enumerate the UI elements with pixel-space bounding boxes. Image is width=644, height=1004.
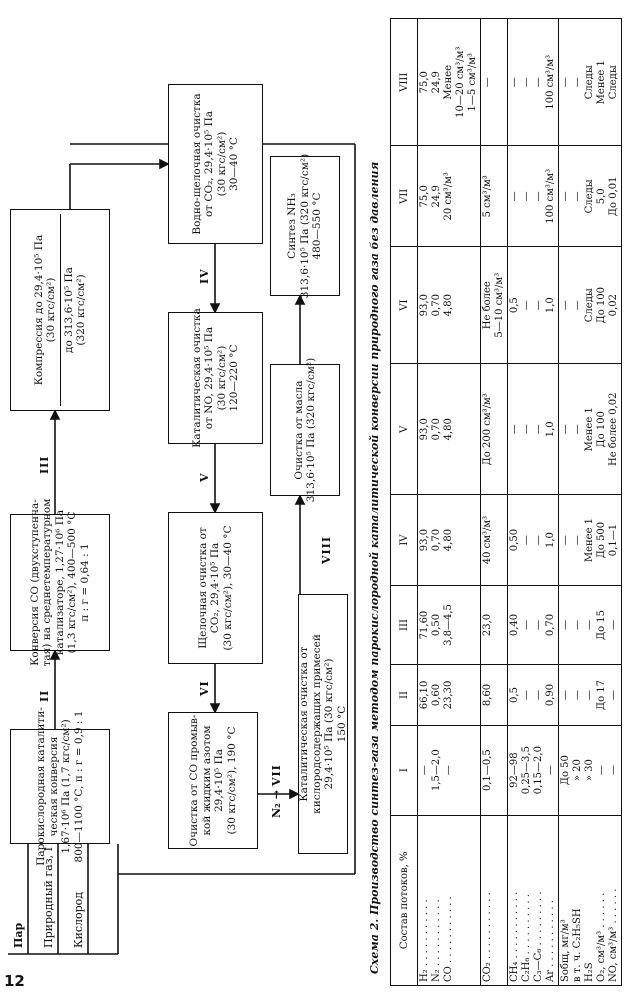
table-cell: [481, 19, 508, 146]
table-cell: [481, 585, 508, 665]
box-nitrogen-wash: Очистка от CO промыв- кой жидким азотом 29,4·10⁵ Па (30 кгс/см²), 190 °C: [168, 712, 258, 849]
composition-table: [390, 18, 622, 986]
row-label-line: C₃—C₆ . . . . . . . . .: [533, 891, 544, 982]
cell-value: До 100: [596, 286, 607, 324]
cell-value: —: [572, 77, 583, 88]
cell-value: —: [533, 620, 544, 631]
arrow-iii-head: [51, 411, 59, 419]
table-cell: [559, 495, 622, 585]
cell-value: 5,0: [596, 188, 607, 205]
table-cell: [481, 495, 508, 585]
row-label: [481, 815, 508, 985]
table-header-col: VII: [391, 146, 418, 247]
cell-value: —: [572, 620, 583, 631]
stream-label-iii: III: [38, 455, 51, 474]
stream-label-iv: IV: [198, 268, 211, 284]
table-cell: [508, 247, 559, 364]
cell-value: —: [572, 689, 583, 700]
cell-value: Не более: [482, 281, 493, 330]
box-compression: Компрессия до 29,4·10⁵ Па (30 кгс/см²) до 313,6·10⁵ Па (320 кгс/см²): [10, 209, 110, 411]
right-down-head: [160, 160, 168, 168]
table-cell: [481, 665, 508, 725]
cell-value: 23,0: [482, 613, 493, 637]
table-body: [418, 19, 622, 986]
cell-value: 10—20 см³/м³: [455, 46, 466, 118]
stream-label-vi: VI: [198, 680, 211, 696]
cell-value: До 100: [596, 411, 607, 448]
table-header-col: II: [391, 665, 418, 725]
table-cell: [418, 495, 481, 585]
cell-value: 0,70: [431, 528, 442, 552]
scheme-caption: Схема 2. Производство синтез-газа методом парокислородной каталитической конверсии природного газа без давления: [368, 161, 381, 974]
compression-divider: [60, 214, 61, 406]
cell-value: —: [560, 424, 571, 435]
table-cell: [481, 146, 508, 247]
cell-value: 0,25—3,5: [521, 746, 532, 795]
table-cell: [508, 585, 559, 665]
cell-value: Менее: [443, 64, 454, 100]
row-label-line: CO₂ . . . . . . . . . . .: [482, 892, 493, 982]
natural-gas-label: Природный газ, I: [42, 847, 55, 948]
table-cell: [481, 725, 508, 815]
cell-value: 4,80: [443, 528, 454, 552]
arrow-v-head: [211, 504, 219, 512]
cell-value: 75,0: [419, 71, 430, 94]
cell-value: До 0,01: [608, 176, 619, 217]
cell-value: —: [521, 191, 532, 202]
cell-value: До 50: [560, 755, 571, 786]
arrow-vii-head: [290, 790, 298, 798]
cell-value: —: [596, 765, 607, 776]
cell-value: —: [572, 300, 583, 311]
cell-value: —: [572, 424, 583, 435]
cell-value: До 200 см³/м³: [482, 393, 493, 466]
cell-value: 93,0: [419, 294, 430, 317]
cell-value: 0,1—1: [608, 523, 619, 557]
table-cell: [508, 364, 559, 495]
cell-value: —: [560, 300, 571, 311]
cell-value: —: [584, 689, 595, 700]
cell-value: —: [560, 191, 571, 202]
cell-value: 0,40: [509, 613, 520, 637]
cell-value: —: [572, 535, 583, 546]
arrow-vi-head: [211, 704, 219, 712]
cell-value: —: [545, 765, 556, 776]
cell-value: —: [560, 620, 571, 631]
cell-value: —: [560, 689, 571, 700]
cell-value: 1,0: [545, 297, 556, 314]
row-label: [559, 815, 622, 985]
row-label-line: C₂H₆ . . . . . . . . . .: [521, 894, 532, 982]
row-label-line: CO . . . . . . . . . . .: [443, 896, 454, 982]
table-header-col: V: [391, 364, 418, 495]
cell-value: 40 см³/м³: [482, 515, 493, 565]
cell-value: —: [608, 765, 619, 776]
cell-value: —: [509, 191, 520, 202]
row-label-line: в т. ч. C₂H₅SH: [572, 908, 583, 982]
cell-value: До 15: [596, 609, 607, 641]
cell-value: 5—10 см³/м³: [494, 272, 505, 338]
cell-value: Следы: [584, 288, 595, 323]
cell-value: Менее 1: [584, 517, 595, 563]
cell-value: —: [521, 77, 532, 88]
table-cell: [418, 146, 481, 247]
cell-value: 20 см³/м³: [443, 172, 454, 221]
cell-value: —: [521, 300, 532, 311]
table-cell: [508, 19, 559, 146]
cell-value: Не более 0,02: [608, 392, 619, 467]
cell-value: 1—5 см³/м³: [467, 53, 478, 112]
cell-value: —: [509, 77, 520, 88]
cell-value: 1,0: [545, 532, 556, 549]
cell-value: —: [419, 765, 430, 776]
cell-value: 100 см³/м³: [545, 168, 556, 224]
cell-value: 0,90: [545, 683, 556, 707]
table-header-col: I: [391, 725, 418, 815]
cell-value: —: [482, 77, 493, 88]
cell-value: 1,0: [545, 421, 556, 438]
cell-value: —: [533, 689, 544, 700]
steam-label: Пар: [12, 922, 25, 948]
table-row: [508, 19, 559, 986]
box-catalytic-o2: Каталитическая очистка от кислородсодержащих примесей 29,4·10⁵ Па (30 кгс/см²) 150 °C: [298, 594, 348, 854]
table-cell: [418, 247, 481, 364]
table-cell: [481, 364, 508, 495]
cell-value: —: [608, 620, 619, 631]
cell-value: —: [509, 424, 520, 435]
cell-value: 0,50: [431, 613, 442, 637]
table-cell: [559, 364, 622, 495]
table-cell: [508, 725, 559, 815]
cell-value: —: [521, 620, 532, 631]
cell-value: 0,50: [509, 528, 520, 552]
table-cell: [559, 585, 622, 665]
cell-value: 93,0: [419, 528, 430, 552]
box-reforming: Парокислородная каталити- ческая конверсия 1,67·10⁶ Па (1,7 кгс/см²) 800—1100 °C, п : г = 0,9 : 1: [10, 729, 110, 844]
oxygen-label: Кислород: [72, 891, 85, 948]
cell-value: 4,80: [443, 294, 454, 317]
cell-value: 23,30: [443, 680, 454, 710]
cell-value: 0,70: [431, 294, 442, 317]
table-row: [418, 19, 481, 986]
cell-value: —: [443, 765, 454, 776]
cell-value: 8,60: [482, 683, 493, 707]
table-cell: [508, 665, 559, 725]
box-water-alkali: Водно-щелочная очистка от CO₂, 29,4·10⁵ Па (30 кгс/см²) 30—40 °C: [168, 84, 263, 244]
table-header-first: Состав потоков, %: [391, 815, 418, 985]
cell-value: 100 см³/м³: [545, 54, 556, 110]
cell-value: » 30: [584, 759, 595, 782]
cell-value: До 17: [596, 679, 607, 711]
table-header-col: III: [391, 585, 418, 665]
cell-value: 71,60: [419, 610, 430, 640]
table-header-row: [391, 19, 418, 986]
cell-value: —: [521, 535, 532, 546]
table-cell: [481, 247, 508, 364]
cell-value: 0,5: [509, 687, 520, 703]
nitrogen-label: N₂ →: [270, 790, 283, 818]
table-cell: [418, 364, 481, 495]
cell-value: 92—98: [509, 752, 520, 788]
cell-value: —: [521, 689, 532, 700]
cell-value: —: [560, 535, 571, 546]
arrow-iv-head: [211, 304, 219, 312]
table-row: [559, 19, 622, 986]
row-label-line: N₂ . . . . . . . . . . .: [431, 899, 442, 982]
cell-value: Следы: [584, 65, 595, 100]
table-cell: [418, 19, 481, 146]
table-header-col: VI: [391, 247, 418, 364]
box-oil: Очистка от масла 313,6·10⁵ Па (320 кгс/см²): [270, 364, 340, 496]
table-cell: [559, 665, 622, 725]
cell-value: 93,0: [419, 418, 430, 441]
cell-value: Менее 1: [584, 407, 595, 452]
table-cell: [418, 665, 481, 725]
row-label-line: NO, см³/м³ . . . . . .: [608, 888, 619, 982]
box-alkali: Щелочная очистка от CO₂, 29,4·10⁵ Па (30 кгс/см²), 30—40 °C: [168, 512, 263, 664]
stream-label-v: V: [198, 472, 211, 482]
cell-value: » 20: [572, 759, 583, 782]
cell-value: —: [533, 424, 544, 435]
arrow-viii-head: [296, 496, 304, 504]
row-label-line: H₂ . . . . . . . . . . .: [419, 899, 430, 982]
table-cell: [418, 725, 481, 815]
box-nh3: Синтез NH₃ 313,6·10⁵ Па (320 кгс/см²) 480—550 °C: [270, 156, 340, 296]
cell-value: —: [533, 300, 544, 311]
cell-value: 1,5—2,0: [431, 749, 442, 792]
cell-value: Менее 1: [596, 60, 607, 105]
table-cell: [559, 247, 622, 364]
row-label-line: O₂, см³/м³ . . . . . .: [596, 892, 607, 982]
cell-value: 0,70: [431, 418, 442, 441]
cell-value: 0,15—2,0: [533, 746, 544, 795]
box-co-conversion: Конверсия CO (двухступенча- тая) на среднетемпературном катализаторе, 1,27·10⁶ Па (1,3 кгс/см²), 400—500 °C п : г = 0,64 : 1: [10, 514, 110, 651]
cell-value: До 500: [596, 521, 607, 559]
stream-label-viii: VIII: [320, 536, 333, 564]
cell-value: —: [533, 77, 544, 88]
table-row: [481, 19, 508, 986]
cell-value: —: [533, 535, 544, 546]
row-label-line: Ar . . . . . . . . . . .: [545, 900, 556, 982]
cell-value: 75,0: [419, 185, 430, 208]
cell-value: 4,80: [443, 418, 454, 441]
table-cell: [559, 725, 622, 815]
box-catalytic-no: Каталитическая очистка от NO, 29,4·10⁵ Па (30 кгс/см²) 120—220 °C: [168, 312, 263, 444]
stream-label-vii: VII: [270, 764, 283, 786]
row-label-line: H₂S: [584, 962, 595, 982]
cell-value: —: [533, 191, 544, 202]
cell-value: —: [572, 191, 583, 202]
cell-value: 0,1—0,5: [482, 749, 493, 792]
cell-value: —: [608, 689, 619, 700]
page-number: 12: [4, 972, 25, 990]
row-label: [418, 815, 481, 985]
cell-value: 0,60: [431, 683, 442, 707]
cell-value: Следы: [608, 65, 619, 100]
table-cell: [418, 585, 481, 665]
cell-value: 5 см³/м³: [482, 175, 493, 218]
cell-value: 24,9: [431, 185, 442, 208]
table-cell: [508, 146, 559, 247]
row-label: [508, 815, 559, 985]
cell-value: —: [584, 620, 595, 631]
cell-value: 24,9: [431, 71, 442, 94]
table-header-col: IV: [391, 495, 418, 585]
table-cell: [559, 146, 622, 247]
table-cell: [559, 19, 622, 146]
table-cell: [508, 495, 559, 585]
cell-value: —: [521, 424, 532, 435]
cell-value: 0,70: [545, 613, 556, 637]
cell-value: Следы: [584, 179, 595, 214]
cell-value: 0,5: [509, 297, 520, 314]
cell-value: —: [560, 77, 571, 88]
table-header-col: VIII: [391, 19, 418, 146]
cell-value: 0,02: [608, 294, 619, 317]
cell-value: 3,8—4,5: [443, 604, 454, 646]
cell-value: 66,10: [419, 680, 430, 710]
row-label-line: Sобщ, мг/м³: [560, 919, 571, 982]
stream-label-ii: II: [38, 689, 51, 702]
row-label-line: CH₄ . . . . . . . . . . .: [509, 891, 520, 982]
